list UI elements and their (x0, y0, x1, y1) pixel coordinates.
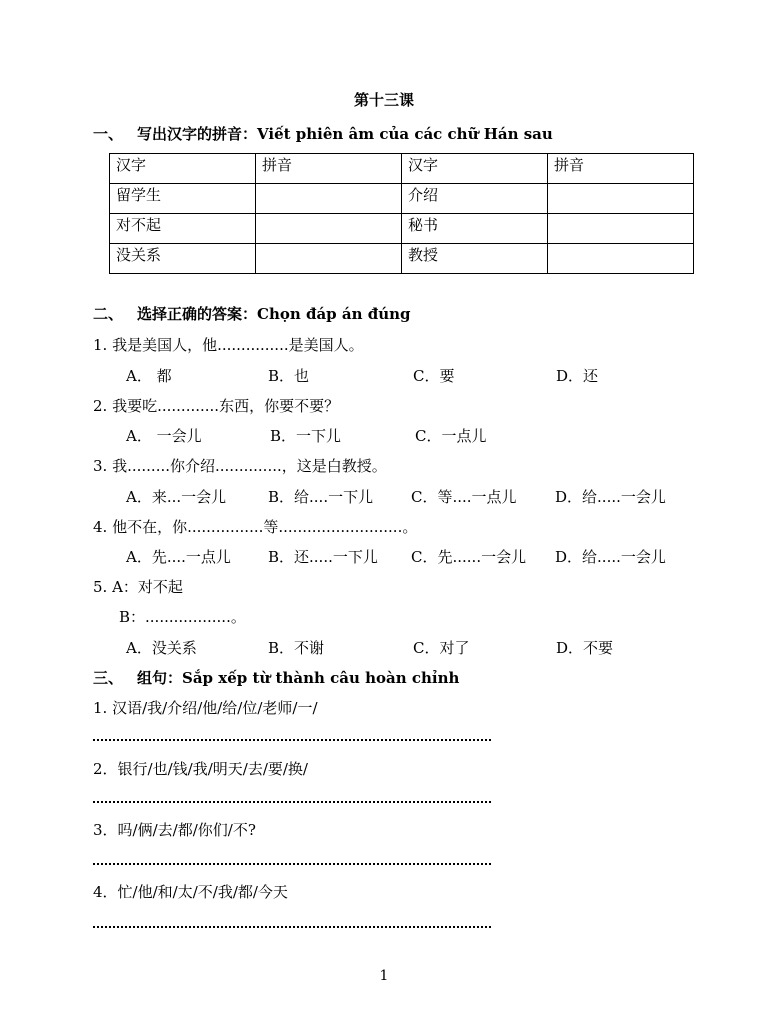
option-1b[interactable]: B．也 (268, 367, 310, 385)
option-5d[interactable]: D．不要 (556, 639, 614, 657)
section3-title: 组句：Sắp xếp từ thành câu hoàn chỉnh (137, 669, 460, 687)
sentence-item-3: 3．吗/俩/去/都/你们/不? (93, 821, 256, 839)
sentence-item-2: 2．银行/也/钱/我/明天/去/要/换/ (93, 760, 308, 778)
table-cell-pinyin-blank[interactable] (548, 244, 694, 274)
question-5-reply: B：..................。 (119, 608, 246, 626)
option-4c[interactable]: C．先......一会儿 (411, 548, 527, 566)
table-cell-hanzi: 留学生 (110, 184, 256, 214)
table-row (110, 214, 694, 244)
section1-number: 一、 (93, 125, 124, 143)
table-cell-hanzi: 秘书 (402, 214, 548, 244)
table-row (110, 184, 694, 214)
answer-line-2[interactable] (93, 801, 491, 803)
table-cell-hanzi: 介绍 (402, 184, 548, 214)
table-cell-pinyin-blank[interactable] (548, 214, 694, 244)
section3-heading (93, 668, 459, 688)
pinyin-table (109, 153, 694, 274)
option-2a[interactable]: A． 一会儿 (126, 427, 202, 445)
question-1: 1. 我是美国人，他...............是美国人。 (93, 336, 364, 354)
option-5b[interactable]: B．不谢 (268, 639, 325, 657)
answer-line-1[interactable] (93, 739, 491, 741)
answer-line-4[interactable] (93, 926, 491, 928)
option-3a[interactable]: A．来...一会儿 (126, 488, 227, 506)
option-2c[interactable]: C．一点儿 (415, 427, 487, 445)
table-header-cell: 汉字 (402, 154, 548, 184)
table-cell-hanzi: 教授 (402, 244, 548, 274)
option-3d[interactable]: D．给.....一会儿 (555, 488, 666, 506)
page-number: 1 (379, 968, 389, 984)
option-5c[interactable]: C．对了 (413, 639, 470, 657)
table-row (110, 244, 694, 274)
section3-number: 三、 (93, 669, 124, 687)
option-2b[interactable]: B．一下儿 (270, 427, 342, 445)
table-header-cell: 拼音 (548, 154, 694, 184)
option-3b[interactable]: B．给....一下儿 (268, 488, 374, 506)
section2-number: 二、 (93, 305, 124, 323)
section1-heading (93, 124, 553, 144)
question-3: 3. 我.........你介绍..............，这是白教授。 (93, 457, 387, 475)
option-4d[interactable]: D．给.....一会儿 (555, 548, 666, 566)
question-5: 5. A：对不起 (93, 578, 183, 596)
option-5a[interactable]: A．没关系 (126, 639, 197, 657)
section1-title: 写出汉字的拼音：Viết phiên âm của các chữ Hán sau (137, 125, 553, 143)
option-1d[interactable]: D．还 (556, 367, 599, 385)
page-title: 第十三课 (353, 91, 414, 109)
question-4: 4. 他不在，你................等..........................。 (93, 518, 418, 536)
table-cell-pinyin-blank[interactable] (256, 184, 402, 214)
section2-heading (93, 304, 411, 324)
table-cell-hanzi: 没关系 (110, 244, 256, 274)
option-3c[interactable]: C．等....一点儿 (411, 488, 517, 506)
sentence-item-4: 4．忙/他/和/太/不/我/都/今天 (93, 883, 288, 901)
table-header-cell: 汉字 (110, 154, 256, 184)
table-header-row (110, 154, 694, 184)
option-4a[interactable]: A．先....一点儿 (126, 548, 231, 566)
table-cell-hanzi: 对不起 (110, 214, 256, 244)
question-2: 2. 我要吃.............东西，你要不要？ (93, 397, 340, 415)
option-1a[interactable]: A． 都 (126, 367, 172, 385)
table-cell-pinyin-blank[interactable] (256, 214, 402, 244)
option-4b[interactable]: B．还.....一下儿 (268, 548, 378, 566)
table-cell-pinyin-blank[interactable] (548, 184, 694, 214)
table-header-cell: 拼音 (256, 154, 402, 184)
table-cell-pinyin-blank[interactable] (256, 244, 402, 274)
sentence-item-1: 1. 汉语/我/介绍/他/给/位/老师/一/ (93, 699, 318, 717)
section2-title: 选择正确的答案：Chọn đáp án đúng (137, 305, 411, 323)
option-1c[interactable]: C．要 (413, 367, 455, 385)
answer-line-3[interactable] (93, 863, 491, 865)
